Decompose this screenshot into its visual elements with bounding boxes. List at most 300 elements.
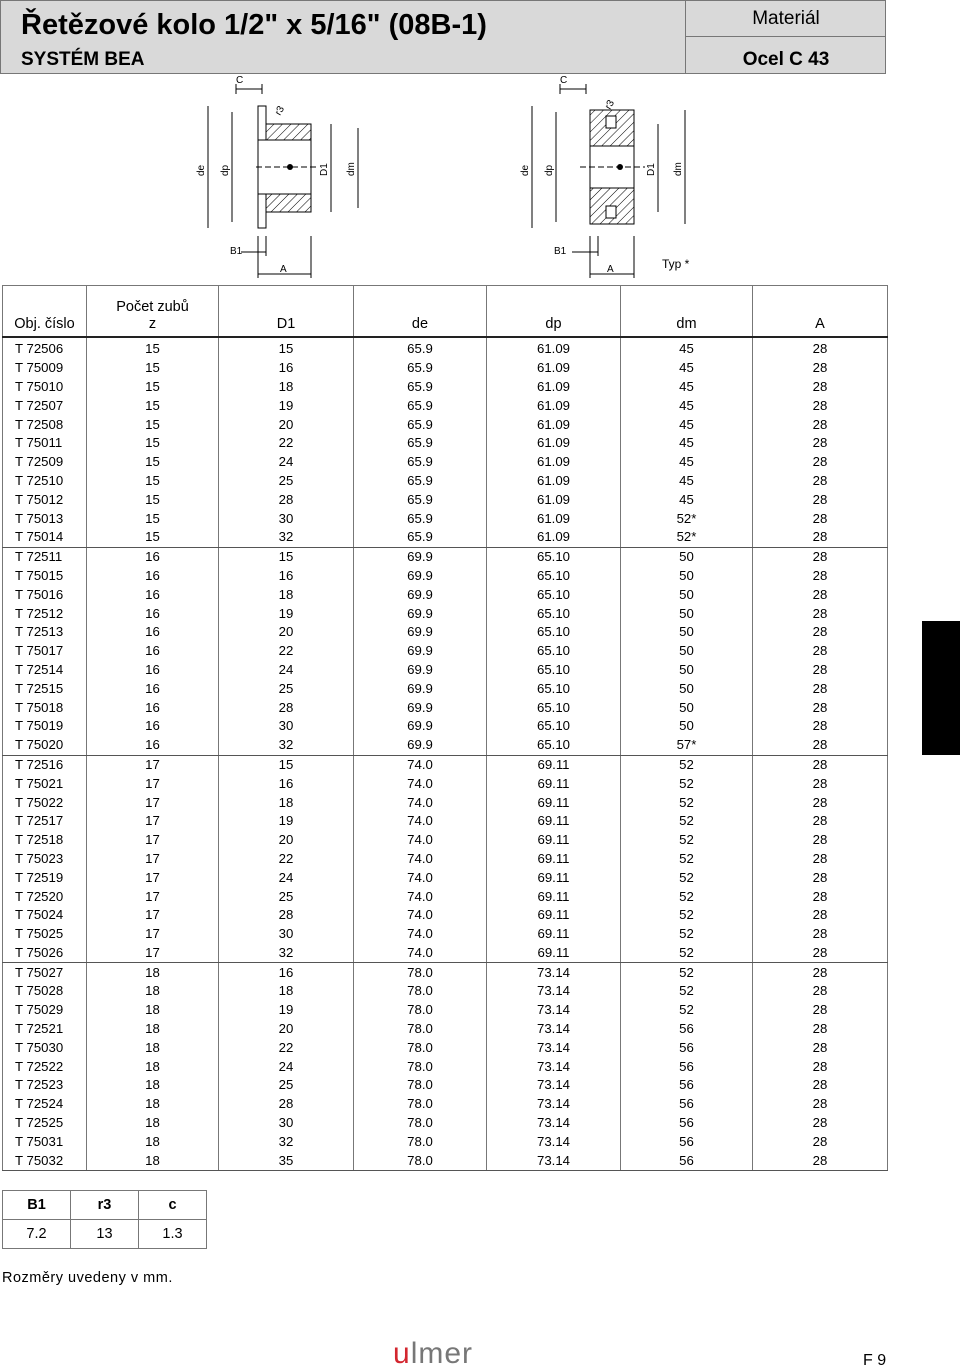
header-dm: dm <box>621 286 753 338</box>
header-divider <box>685 1 686 73</box>
table-cell: 30 <box>219 925 354 944</box>
table-cell: 69.11 <box>487 755 621 774</box>
table-cell: 28 <box>753 1076 888 1095</box>
table-cell: 65.10 <box>487 736 621 755</box>
table-cell: 28 <box>753 963 888 982</box>
cell-obj-number: T 72511 <box>3 547 87 566</box>
table-cell: 18 <box>87 1076 219 1095</box>
label-B1: B1 <box>230 246 243 257</box>
table-cell: 73.14 <box>487 1038 621 1057</box>
table-cell: 28 <box>753 1095 888 1114</box>
table-cell: 73.14 <box>487 1057 621 1076</box>
table-row <box>3 642 888 661</box>
table-row <box>3 396 888 415</box>
table-cell: 18 <box>219 378 354 397</box>
table-cell: 52 <box>621 982 753 1001</box>
table-cell: 74.0 <box>354 793 487 812</box>
table-cell: 61.09 <box>487 378 621 397</box>
table-cell: 74.0 <box>354 868 487 887</box>
table-cell: 65.9 <box>354 490 487 509</box>
cell-obj-number: T 75012 <box>3 490 87 509</box>
dimensions-value-row <box>3 1220 207 1249</box>
cell-obj-number: T 72516 <box>3 755 87 774</box>
table-row <box>3 963 888 982</box>
table-cell: 28 <box>753 850 888 869</box>
table-cell: 32 <box>219 944 354 963</box>
table-cell: 16 <box>87 567 219 586</box>
cell-obj-number: T 75029 <box>3 1001 87 1020</box>
table-cell: 16 <box>219 774 354 793</box>
table-row <box>3 528 888 547</box>
table-cell: 28 <box>753 415 888 434</box>
table-cell: 20 <box>219 831 354 850</box>
table-cell: 65.9 <box>354 359 487 378</box>
table-cell: 30 <box>219 509 354 528</box>
cell-obj-number: T 72514 <box>3 661 87 680</box>
table-row <box>3 812 888 831</box>
table-cell: 52 <box>621 1001 753 1020</box>
cell-obj-number: T 72521 <box>3 1020 87 1039</box>
table-cell: 17 <box>87 812 219 831</box>
table-row <box>3 736 888 755</box>
table-cell: 52* <box>621 509 753 528</box>
table-cell: 69.11 <box>487 774 621 793</box>
table-cell: 28 <box>753 1038 888 1057</box>
table-cell: 22 <box>219 642 354 661</box>
table-cell: 28 <box>753 434 888 453</box>
table-cell: 52 <box>621 868 753 887</box>
table-cell: 15 <box>87 472 219 491</box>
page-header <box>0 0 886 74</box>
cell-obj-number: T 75020 <box>3 736 87 755</box>
table-cell: 78.0 <box>354 1151 487 1170</box>
table-cell: 16 <box>87 642 219 661</box>
table-cell: 16 <box>219 567 354 586</box>
table-cell: 69.9 <box>354 547 487 566</box>
label-c: C <box>560 76 568 86</box>
cell-obj-number: T 72524 <box>3 1095 87 1114</box>
table-cell: 65.9 <box>354 453 487 472</box>
table-cell: 18 <box>87 1001 219 1020</box>
table-cell: 65.10 <box>487 604 621 623</box>
table-row <box>3 378 888 397</box>
table-row <box>3 604 888 623</box>
cell-obj-number: T 72517 <box>3 812 87 831</box>
table-cell: 56 <box>621 1057 753 1076</box>
table-cell: 65.10 <box>487 698 621 717</box>
table-cell: 45 <box>621 472 753 491</box>
table-cell: 15 <box>87 528 219 547</box>
table-cell: 69.9 <box>354 567 487 586</box>
table-cell: 50 <box>621 717 753 736</box>
table-cell: 52 <box>621 755 753 774</box>
table-cell: 18 <box>219 585 354 604</box>
table-cell: 45 <box>621 378 753 397</box>
cell-obj-number: T 75017 <box>3 642 87 661</box>
table-cell: 69.9 <box>354 642 487 661</box>
material-label: Materiál <box>752 8 820 29</box>
table-cell: 69.11 <box>487 887 621 906</box>
table-row <box>3 1114 888 1133</box>
table-cell: 56 <box>621 1076 753 1095</box>
cell-obj-number: T 75009 <box>3 359 87 378</box>
cell-obj-number: T 75013 <box>3 509 87 528</box>
table-row <box>3 1151 888 1170</box>
table-cell: 28 <box>753 585 888 604</box>
table-cell: 28 <box>753 1114 888 1133</box>
cell-obj-number: T 72520 <box>3 887 87 906</box>
table-cell: 69.9 <box>354 717 487 736</box>
label-c: C <box>236 76 244 86</box>
cell-obj-number: T 75022 <box>3 793 87 812</box>
table-cell: 18 <box>87 1095 219 1114</box>
table-cell: 56 <box>621 1020 753 1039</box>
table-cell: 52 <box>621 944 753 963</box>
table-cell: 78.0 <box>354 982 487 1001</box>
table-cell: 69.9 <box>354 604 487 623</box>
header-D1: D1 <box>219 286 354 338</box>
table-cell: 35 <box>219 1151 354 1170</box>
label-dm: dm <box>346 162 357 176</box>
table-row <box>3 415 888 434</box>
table-cell: 18 <box>87 982 219 1001</box>
table-cell: 17 <box>87 774 219 793</box>
table-cell: 78.0 <box>354 1038 487 1057</box>
table-cell: 18 <box>219 982 354 1001</box>
table-cell: 65.9 <box>354 415 487 434</box>
table-row <box>3 1095 888 1114</box>
table-row <box>3 359 888 378</box>
sprocket-drawing-left <box>186 76 376 281</box>
table-cell: 20 <box>219 1020 354 1039</box>
table-cell: 73.14 <box>487 1095 621 1114</box>
table-cell: 65.9 <box>354 509 487 528</box>
table-cell: 50 <box>621 679 753 698</box>
table-cell: 45 <box>621 337 753 359</box>
cell-obj-number: T 75014 <box>3 528 87 547</box>
table-cell: 74.0 <box>354 887 487 906</box>
table-cell: 17 <box>87 793 219 812</box>
table-cell: 61.09 <box>487 528 621 547</box>
label-D1: D1 <box>646 163 657 176</box>
table-cell: 50 <box>621 547 753 566</box>
header-z: Počet zubů z <box>87 286 219 338</box>
table-cell: 65.10 <box>487 585 621 604</box>
table-cell: 65.10 <box>487 623 621 642</box>
table-cell: 73.14 <box>487 1114 621 1133</box>
table-cell: 50 <box>621 698 753 717</box>
type-note: Typ * <box>662 257 690 271</box>
table-cell: 56 <box>621 1095 753 1114</box>
cell-obj-number: T 72523 <box>3 1076 87 1095</box>
cell-obj-number: T 75010 <box>3 378 87 397</box>
cell-obj-number: T 75026 <box>3 944 87 963</box>
table-cell: 52 <box>621 906 753 925</box>
table-cell: 28 <box>753 887 888 906</box>
table-cell: 20 <box>219 415 354 434</box>
table-cell: 28 <box>753 604 888 623</box>
table-cell: 65.9 <box>354 378 487 397</box>
label-de: de <box>196 164 207 176</box>
cell-obj-number: T 75021 <box>3 774 87 793</box>
label-de: de <box>520 164 531 176</box>
label-dp: dp <box>220 164 231 176</box>
table-row <box>3 585 888 604</box>
table-cell: 45 <box>621 490 753 509</box>
table-cell: 19 <box>219 812 354 831</box>
table-cell: 16 <box>87 585 219 604</box>
table-cell: 15 <box>87 378 219 397</box>
table-cell: 74.0 <box>354 944 487 963</box>
table-cell: 28 <box>753 755 888 774</box>
table-cell: 69.11 <box>487 944 621 963</box>
label-r3: r3 <box>273 104 288 118</box>
table-cell: 61.09 <box>487 434 621 453</box>
table-row <box>3 679 888 698</box>
table-row <box>3 490 888 509</box>
table-cell: 16 <box>87 604 219 623</box>
sprocket-drawing-right <box>510 76 700 281</box>
table-row <box>3 944 888 963</box>
table-cell: 32 <box>219 528 354 547</box>
cell-obj-number: T 75018 <box>3 698 87 717</box>
dim-value-c: 1.3 <box>139 1220 207 1249</box>
table-cell: 73.14 <box>487 1001 621 1020</box>
table-cell: 28 <box>753 1057 888 1076</box>
table-cell: 28 <box>753 396 888 415</box>
cell-obj-number: T 75025 <box>3 925 87 944</box>
table-cell: 30 <box>219 717 354 736</box>
cell-obj-number: T 72522 <box>3 1057 87 1076</box>
table-cell: 28 <box>753 944 888 963</box>
table-cell: 78.0 <box>354 1020 487 1039</box>
table-cell: 73.14 <box>487 1076 621 1095</box>
table-cell: 69.11 <box>487 925 621 944</box>
sprocket-table <box>2 285 888 1171</box>
table-cell: 74.0 <box>354 850 487 869</box>
dimensions-table <box>2 1190 207 1249</box>
table-cell: 17 <box>87 887 219 906</box>
table-cell: 30 <box>219 1114 354 1133</box>
table-cell: 28 <box>753 642 888 661</box>
table-cell: 24 <box>219 1057 354 1076</box>
table-cell: 69.9 <box>354 679 487 698</box>
table-cell: 73.14 <box>487 1020 621 1039</box>
dim-header-B1: B1 <box>3 1191 71 1220</box>
table-row <box>3 547 888 566</box>
table-cell: 28 <box>753 679 888 698</box>
table-row <box>3 567 888 586</box>
table-cell: 16 <box>87 736 219 755</box>
table-cell: 16 <box>87 623 219 642</box>
table-cell: 73.14 <box>487 963 621 982</box>
table-cell: 15 <box>87 337 219 359</box>
table-cell: 24 <box>219 453 354 472</box>
table-cell: 69.11 <box>487 906 621 925</box>
table-cell: 61.09 <box>487 453 621 472</box>
table-cell: 28 <box>753 1001 888 1020</box>
table-cell: 56 <box>621 1132 753 1151</box>
table-cell: 24 <box>219 868 354 887</box>
table-cell: 50 <box>621 661 753 680</box>
cell-obj-number: T 75015 <box>3 567 87 586</box>
cell-obj-number: T 72512 <box>3 604 87 623</box>
table-cell: 69.9 <box>354 623 487 642</box>
table-cell: 32 <box>219 736 354 755</box>
cell-obj-number: T 72519 <box>3 868 87 887</box>
cell-obj-number: T 72509 <box>3 453 87 472</box>
table-cell: 16 <box>87 679 219 698</box>
cell-obj-number: T 75019 <box>3 717 87 736</box>
table-row <box>3 850 888 869</box>
table-cell: 74.0 <box>354 831 487 850</box>
dim-header-r3: r3 <box>71 1191 139 1220</box>
table-cell: 69.11 <box>487 850 621 869</box>
table-cell: 56 <box>621 1151 753 1170</box>
label-A: A <box>607 264 614 275</box>
table-cell: 19 <box>219 604 354 623</box>
table-row <box>3 925 888 944</box>
table-body <box>3 337 888 1171</box>
cell-obj-number: T 75023 <box>3 850 87 869</box>
table-row <box>3 887 888 906</box>
table-cell: 28 <box>753 490 888 509</box>
table-cell: 65.9 <box>354 528 487 547</box>
table-cell: 50 <box>621 642 753 661</box>
page-number: F 9 <box>863 1352 887 1369</box>
table-row <box>3 509 888 528</box>
table-cell: 61.09 <box>487 490 621 509</box>
table-cell: 28 <box>753 509 888 528</box>
table-cell: 17 <box>87 850 219 869</box>
table-cell: 19 <box>219 1001 354 1020</box>
table-cell: 69.9 <box>354 736 487 755</box>
table-cell: 45 <box>621 415 753 434</box>
header-dp: dp <box>487 286 621 338</box>
table-cell: 16 <box>219 963 354 982</box>
table-cell: 61.09 <box>487 396 621 415</box>
table-cell: 74.0 <box>354 812 487 831</box>
table-cell: 28 <box>753 623 888 642</box>
table-cell: 61.09 <box>487 359 621 378</box>
table-cell: 16 <box>87 661 219 680</box>
cell-obj-number: T 72510 <box>3 472 87 491</box>
cell-obj-number: T 75028 <box>3 982 87 1001</box>
table-cell: 28 <box>219 698 354 717</box>
table-cell: 28 <box>753 547 888 566</box>
table-cell: 28 <box>753 831 888 850</box>
table-row <box>3 906 888 925</box>
cell-obj-number: T 75030 <box>3 1038 87 1057</box>
table-cell: 65.9 <box>354 337 487 359</box>
table-cell: 78.0 <box>354 1095 487 1114</box>
table-row <box>3 793 888 812</box>
table-cell: 28 <box>753 1020 888 1039</box>
label-r3: r3 <box>603 98 618 112</box>
table-cell: 65.9 <box>354 396 487 415</box>
table-cell: 32 <box>219 1132 354 1151</box>
header-divider <box>685 36 885 37</box>
cell-obj-number: T 72508 <box>3 415 87 434</box>
table-cell: 18 <box>87 1038 219 1057</box>
table-cell: 25 <box>219 679 354 698</box>
cell-obj-number: T 75032 <box>3 1151 87 1170</box>
table-cell: 52 <box>621 887 753 906</box>
table-row <box>3 755 888 774</box>
table-cell: 24 <box>219 661 354 680</box>
cell-obj-number: T 75016 <box>3 585 87 604</box>
label-D1: D1 <box>319 163 330 176</box>
table-cell: 65.10 <box>487 717 621 736</box>
table-cell: 25 <box>219 472 354 491</box>
table-cell: 52 <box>621 774 753 793</box>
table-cell: 15 <box>87 415 219 434</box>
table-cell: 28 <box>753 528 888 547</box>
table-cell: 65.10 <box>487 642 621 661</box>
table-cell: 78.0 <box>354 1001 487 1020</box>
table-cell: 22 <box>219 850 354 869</box>
table-cell: 78.0 <box>354 1114 487 1133</box>
table-cell: 28 <box>753 1132 888 1151</box>
label-dm: dm <box>673 162 684 176</box>
dimensions-header-row <box>3 1191 207 1220</box>
table-cell: 28 <box>753 453 888 472</box>
table-cell: 22 <box>219 434 354 453</box>
table-cell: 73.14 <box>487 982 621 1001</box>
table-cell: 17 <box>87 755 219 774</box>
table-cell: 78.0 <box>354 1076 487 1095</box>
table-cell: 18 <box>87 963 219 982</box>
table-cell: 22 <box>219 1038 354 1057</box>
table-cell: 18 <box>87 1057 219 1076</box>
table-cell: 17 <box>87 831 219 850</box>
cell-obj-number: T 72506 <box>3 337 87 359</box>
page-subtitle: SYSTÉM BEA <box>21 49 145 70</box>
table-cell: 28 <box>753 982 888 1001</box>
table-row <box>3 698 888 717</box>
table-row <box>3 982 888 1001</box>
table-cell: 65.9 <box>354 434 487 453</box>
table-cell: 74.0 <box>354 755 487 774</box>
dim-value-B1: 7.2 <box>3 1220 71 1249</box>
table-cell: 50 <box>621 604 753 623</box>
cell-obj-number: T 72507 <box>3 396 87 415</box>
table-cell: 52* <box>621 528 753 547</box>
table-cell: 15 <box>87 396 219 415</box>
header-obj: Obj. číslo <box>3 286 87 338</box>
table-cell: 50 <box>621 567 753 586</box>
header-A: A <box>753 286 888 338</box>
header-de: de <box>354 286 487 338</box>
table-cell: 65.10 <box>487 547 621 566</box>
table-cell: 28 <box>219 906 354 925</box>
table-cell: 16 <box>87 547 219 566</box>
table-cell: 57* <box>621 736 753 755</box>
table-cell: 16 <box>87 717 219 736</box>
units-note: Rozměry uvedeny v mm. <box>2 1270 173 1286</box>
table-row <box>3 717 888 736</box>
table-cell: 15 <box>87 453 219 472</box>
table-cell: 28 <box>753 359 888 378</box>
table-row <box>3 453 888 472</box>
table-cell: 69.11 <box>487 793 621 812</box>
table-cell: 78.0 <box>354 1132 487 1151</box>
table-cell: 69.9 <box>354 698 487 717</box>
ulmer-logo: ulmer <box>393 1337 474 1370</box>
table-cell: 28 <box>753 717 888 736</box>
table-cell: 45 <box>621 434 753 453</box>
table-cell: 52 <box>621 793 753 812</box>
